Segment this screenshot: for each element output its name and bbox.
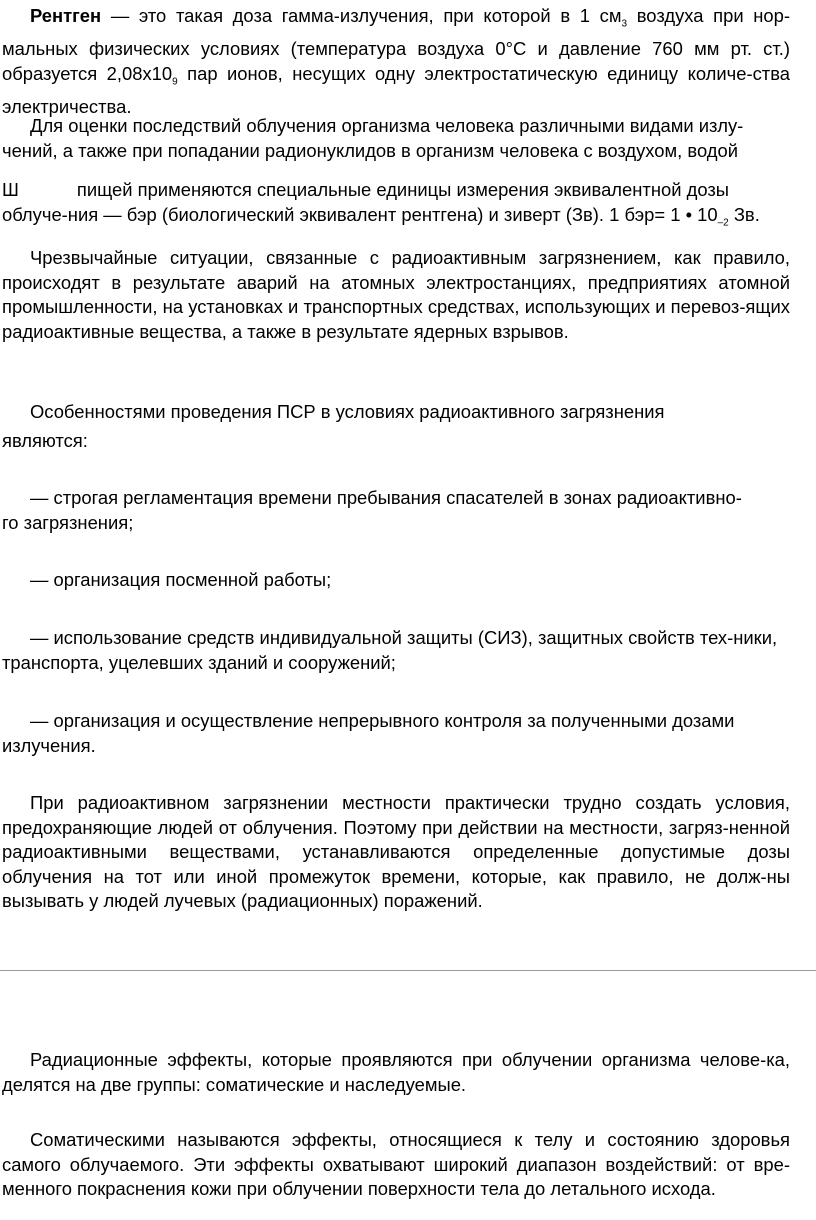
paragraph-protection: При радиоактивном загрязнении местности практически трудно создать условия, предохраняющие людей от облучения. Поэтому при действии на местности, загряз-ненной радиоактивными веществами, устанавливаются определенные допустимые дозы облучения на тот или иной промежуток времени, которые, как правило, не долж-ны вызывать у людей лучевых (радиационных) поражений. [2,792,790,912]
text-fragment: Зв. [728,203,760,225]
text-fragment: пищей применяются специальные единицы измерения эквивалентной дозы облуче-ния — бэр (биологический эквивалент рентгена) и зиверт (Зв). 1 бэр= 1 • 10 [2,179,729,225]
horizontal-divider [0,970,816,971]
paragraph-units [2,178,790,236]
subscript: –2 [717,217,729,229]
subscript: 3 [621,18,628,30]
text-fragment: пар ионов, несущих одну электростатическую единицу количе-ства электричества. [2,62,790,118]
paragraph-assessment: Для оценки последствий облучения организма человека различными видами излу-чений, а также при попадании радионуклидов в организм человека с воздухом, водой [2,115,744,161]
subscript: 9 [172,76,178,88]
paragraph-roentgen [2,4,790,120]
paragraph-effects: Радиационные эффекты, которые проявляются при облучении организма челове-ка, делятся на две группы: соматические и наследуемые. [2,1049,790,1095]
text-fragment: воздуха при нор-мальных физических условиях (температура воздуха 0°С и давление 760 мм рт. ст.) образуется 2,08х10 [2,5,791,84]
list-item: — строгая регламентация времени пребывания спасателей в зонах радиоактивно-го загрязнения; [2,487,742,533]
paragraph-emergencies: Чрезвычайные ситуации, связанные с радиоактивным загрязнением, как правило, происходят в результате аварий на атомных электростанциях, предприятиях атомной промышленности, на установках и транспортных средствах, использующих и перевоз-ящих радиоактивные вещества, а также в результате ядерных взрывов. [2,247,790,342]
list-item: — использование средств индивидуальной защиты (СИЗ), защитных свойств тех-ники, транспорта, уцелевших зданий и сооружений; [2,627,778,673]
paragraph-somatic: Соматическими называются эффекты, относящиеся к телу и состоянию здоровья самого облучаемого. Эти эффекты охватывают широкий диапазон воздействий: от вре-менного покраснения кожи при облучении поверхности тела до летального исхода. [2,1129,790,1200]
bullet-symbol: Ш [2,179,19,200]
text-fragment: — это такая доза гамма-излучения, при которой в 1 см [101,5,622,26]
term-roentgen: Рентген [30,5,102,26]
list-item: — организация и осуществление непрерывного контроля за полученными дозами излучения. [2,710,735,756]
list-item: — организация посменной работы; [30,569,332,590]
paragraph-features: Особенностями проведения ПСР в условиях радиоактивного загрязнения являются: [2,401,665,451]
